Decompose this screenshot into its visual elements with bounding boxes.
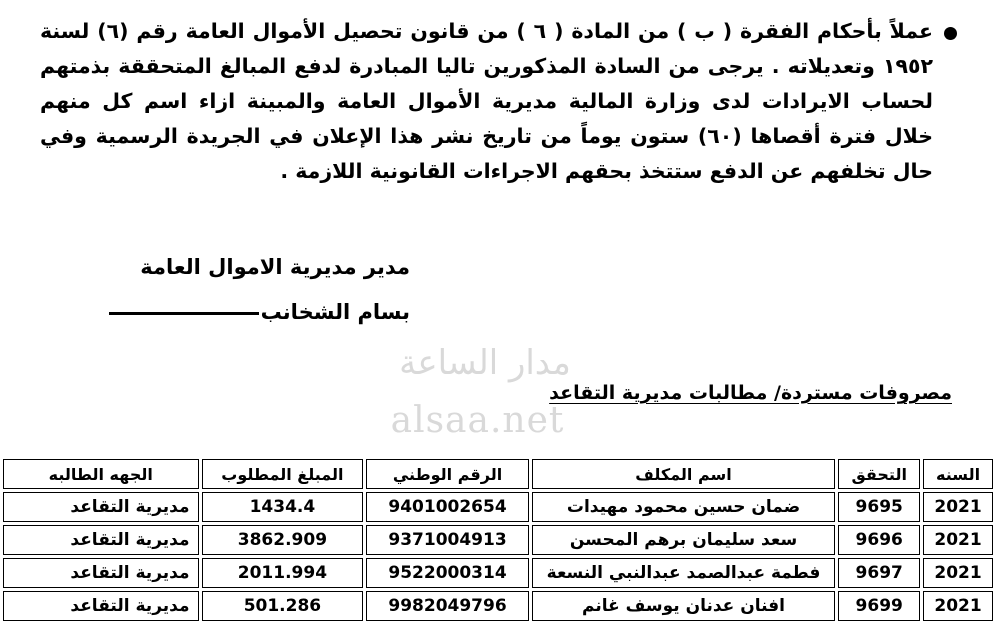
cell-national-id: 9401002654 bbox=[366, 492, 528, 522]
claims-table bbox=[0, 456, 996, 624]
cell-ref: 9699 bbox=[838, 591, 920, 621]
bullet-icon bbox=[944, 27, 957, 40]
header-amount: المبلغ المطلوب bbox=[202, 459, 364, 489]
section-title: مصروفات مستردة/ مطالبات مديرية التقاعد bbox=[549, 382, 952, 404]
cell-name: سعد سليمان برهم المحسن bbox=[532, 525, 836, 555]
name-stretch-line bbox=[109, 312, 259, 315]
cell-name: ضمان حسين محمود مهيدات bbox=[532, 492, 836, 522]
cell-year: 2021 bbox=[923, 558, 993, 588]
cell-ref: 9695 bbox=[838, 492, 920, 522]
header-ref: التحقق bbox=[838, 459, 920, 489]
cell-national-id: 9982049796 bbox=[366, 591, 528, 621]
header-year: السنه bbox=[923, 459, 993, 489]
cell-national-id: 9522000314 bbox=[366, 558, 528, 588]
cell-year: 2021 bbox=[923, 525, 993, 555]
signatory-title: مدير مديرية الاموال العامة bbox=[140, 255, 410, 279]
header-department: الجهه الطالبه bbox=[3, 459, 199, 489]
cell-amount: 2011.994 bbox=[202, 558, 364, 588]
signatory-name-line bbox=[120, 300, 410, 324]
notice-paragraph: عملاً بأحكام الفقرة ( ب ) من المادة ( ٦ ) من قانون تحصيل الأموال العامة رقم (٦) لسنة ١٩٥٢ وتعديلاته . يرجى من السادة المذكورين تاليا المبادرة لدفع المبالغ المتحققة بذمتهم لحساب الايرادات لدى وزارة المالية مديرية الأموال العامة والمبينة ازاء اسم كل منهم خلال فترة أقصاها (٦٠) ستون يوماً من تاريخ نشر هذا الإعلان في الجريدة الرسمية وفي حال تخلفهم عن الدفع ستتخذ بحقهم الاجراءات القانونية اللازمة . bbox=[40, 19, 933, 183]
header-name: اسم المكلف bbox=[532, 459, 836, 489]
cell-ref: 9696 bbox=[838, 525, 920, 555]
cell-year: 2021 bbox=[923, 591, 993, 621]
watermark-latin: alsaa.net bbox=[390, 400, 565, 441]
cell-national-id: 9371004913 bbox=[366, 525, 528, 555]
table-row bbox=[3, 558, 993, 588]
table-header-row bbox=[3, 459, 993, 489]
cell-year: 2021 bbox=[923, 492, 993, 522]
signatory-name: بسام الشخانب bbox=[260, 300, 410, 324]
cell-department: مديرية التقاعد bbox=[3, 525, 199, 555]
table-row bbox=[3, 591, 993, 621]
cell-amount: 501.286 bbox=[202, 591, 364, 621]
cell-amount: 1434.4 bbox=[202, 492, 364, 522]
cell-name: افنان عدنان يوسف غانم bbox=[532, 591, 836, 621]
cell-department: مديرية التقاعد bbox=[3, 492, 199, 522]
cell-department: مديرية التقاعد bbox=[3, 558, 199, 588]
cell-department: مديرية التقاعد bbox=[3, 591, 199, 621]
watermark-arabic: مدار الساعة bbox=[399, 343, 571, 383]
cell-name: فطمة عبدالصمد عبدالنبي النسعة bbox=[532, 558, 836, 588]
table-row bbox=[3, 525, 993, 555]
cell-ref: 9697 bbox=[838, 558, 920, 588]
table-row bbox=[3, 492, 993, 522]
cell-amount: 3862.909 bbox=[202, 525, 364, 555]
header-national-id: الرقم الوطني bbox=[366, 459, 528, 489]
